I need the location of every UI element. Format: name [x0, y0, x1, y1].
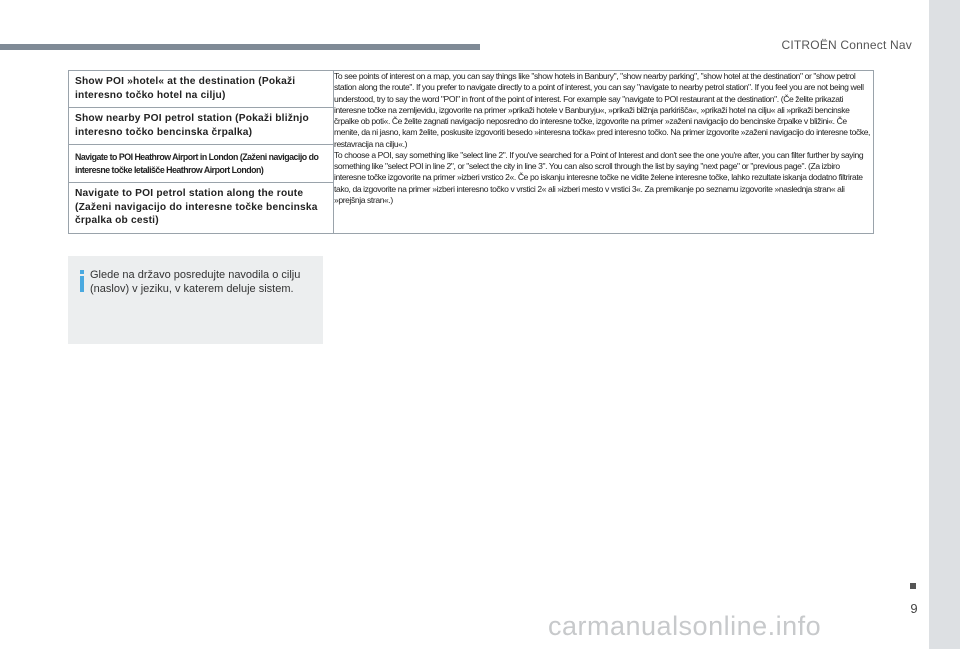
command-column: [69, 71, 334, 234]
header-rule: [0, 44, 480, 50]
note-text: Glede na državo posredujte navodila o cilju (naslov) v jeziku, v katerem deluje sistem.: [90, 269, 301, 295]
page-number: 9: [910, 601, 918, 616]
command-cell: Show POI »hotel« at the destination (Pokaži interesno točko hotel na cilju): [69, 71, 333, 108]
command-cell: Navigate to POI Heathrow Airport in London (Zaženi navigacijo do interesne točke letališče Heathrow Airport London): [69, 145, 333, 183]
info-note-box: [68, 256, 323, 344]
description-paragraph: To choose a POI, say something like "select line 2". If you've searched for a Point of Interest and don't see the one you're after, you can filter further by saying something like "select POI in line 2", or "select the city in line 3". You can also scroll through the list by saying "next page" or "previous page". (Za izbiro interesne točke izgovorite na primer »izberi vrstico 2«. Če po iskanju interesne točke ne vidite želene interesne točke, lahko rezultate iskanja dodatno filtrirate tako, da izgovorite na primer »izberi interesno točko v vrstici 2« ali »izberi mesto v vrstici 3«. Za premikanje po seznamu izgovorite »naslednja stran« ali »prejšnja stran«.): [334, 149, 864, 205]
voice-command-table: [68, 70, 874, 234]
page-edge-strip: [929, 0, 960, 649]
watermark: carmanualsonline.info: [548, 611, 822, 641]
brand-title: CITROËN Connect Nav: [781, 38, 912, 52]
description-column: [334, 71, 874, 234]
command-cell: Navigate to POI petrol station along the route (Zaženi navigacijo do interesne točke bencinska črpalka ob cesti): [75, 188, 318, 226]
description-paragraph: To see points of interest on a map, you can say things like "show hotels in Banbury", "show nearby parking", "show hotel at the destination" or "show petrol station along the route". If you prefer to navigate directly to a point of interest, you can say "navigate to nearby petrol station". If you feel you are not being well understood, try to say the word "POI" in front of the point of interest. For example say "navigate to POI restaurant at the destination". (Če želite prikazati interesne točke na zemljevidu, izgovorite na primer »prikaži hotele v Banburyju«, »prikaži bližnja parkirišča«, »prikaži hotel na cilju« ali »prikaži bencinske črpalke ob poti«. Če želite zagnati navigacijo neposredno do interesne točke, izgovorite na primer »zaženi navigacijo do bencinske črpalke v bližini«. Če menite, da ni jasno, kam želite, poskusite izgovoriti besedo »interesna točka« pred interesno točko. Na primer izgovorite »zaženi navigacijo do interesne točke, restavracija na cilju«.): [334, 71, 871, 149]
page-marker: [910, 583, 916, 589]
info-i-icon: [77, 270, 87, 292]
command-cell: Show nearby POI petrol station (Pokaži bližnjo interesno točko bencinska črpalka): [69, 108, 333, 145]
